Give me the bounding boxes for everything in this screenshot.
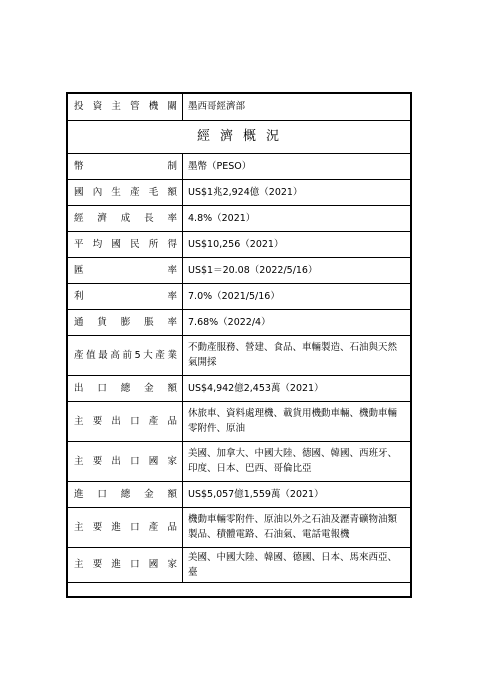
- row-label: [68, 283, 183, 309]
- label-text: 國內生產毛額: [74, 186, 177, 198]
- label-text: 投資主管機關: [74, 101, 177, 113]
- table-row: [68, 547, 410, 582]
- row-value: US$4,942億2,453萬（2021）: [183, 375, 411, 401]
- table-row: [68, 153, 410, 179]
- row-value: 墨西哥經濟部: [183, 94, 411, 120]
- row-label: [68, 335, 183, 375]
- label-text: 主要出口產品: [74, 415, 177, 427]
- label-text: 平均國民所得: [74, 238, 177, 250]
- row-value: 美國、加拿大、中國大陸、德國、韓國、西班牙、印度、日本、巴西、哥倫比亞: [183, 441, 411, 481]
- table-row: [68, 257, 410, 283]
- row-value: 美國、中國大陸、韓國、德國、日本、馬來西亞、臺: [183, 547, 411, 582]
- row-label: [68, 153, 183, 179]
- table-row: [68, 401, 410, 441]
- row-label: [68, 231, 183, 257]
- label-text: 主要出口國家: [74, 455, 177, 467]
- table-row: [68, 375, 410, 401]
- table-row: [68, 231, 410, 257]
- table-row: [68, 309, 410, 335]
- table-row: [68, 481, 410, 507]
- table-row: [68, 179, 410, 205]
- label-text: 匯率: [74, 264, 177, 276]
- row-value: 機動車輛零附件、原油以外之石油及瀝青礦物油類製品、積體電路、石油氣、電話電報機: [183, 507, 411, 547]
- table-row-authority: [68, 94, 410, 120]
- table-row: [68, 441, 410, 481]
- label-text: 主要進口國家: [74, 559, 177, 570]
- label-text: 出口總金額: [74, 382, 177, 394]
- row-label: [68, 481, 183, 507]
- row-label: [68, 257, 183, 283]
- row-label: [68, 401, 183, 441]
- label-text: 通貨膨脹率: [74, 316, 177, 328]
- row-label: [68, 309, 183, 335]
- label-text: 經濟成長率: [74, 212, 177, 224]
- investment-info-table: [66, 92, 412, 598]
- row-value: 7.0%（2021/5/16）: [183, 283, 411, 309]
- section-title-row: [68, 120, 410, 153]
- row-value: 不動產服務、營建、食品、車輛製造、石油與天然氣開採: [183, 335, 411, 375]
- row-value: US$5,057億1,559萬（2021）: [183, 481, 411, 507]
- table-row: [68, 507, 410, 547]
- row-value: US$1＝20.08（2022/5/16）: [183, 257, 411, 283]
- row-label: [68, 375, 183, 401]
- section-title: 經濟概況: [68, 120, 410, 153]
- table-row: [68, 205, 410, 231]
- label-text: 幣制: [74, 160, 177, 172]
- row-label: [68, 179, 183, 205]
- table-row: [68, 335, 410, 375]
- label-text: 進口總金額: [74, 488, 177, 500]
- row-value: US$1兆2,924億（2021）: [183, 179, 411, 205]
- info-table: [68, 94, 410, 583]
- row-label: [68, 507, 183, 547]
- row-label: [68, 547, 183, 582]
- row-value: 7.68%（2022/4）: [183, 309, 411, 335]
- row-value: US$10,256（2021）: [183, 231, 411, 257]
- row-label: [68, 441, 183, 481]
- row-label: [68, 205, 183, 231]
- label-text: 主要進口產品: [74, 521, 177, 533]
- row-label: [68, 94, 183, 120]
- row-value: 休旅車、資料處理機、載貨用機動車輛、機動車輛零附件、原油: [183, 401, 411, 441]
- label-text: 利率: [74, 290, 177, 302]
- row-value: 墨幣（PESO）: [183, 153, 411, 179]
- label-text: 產值最高前5大產業: [74, 349, 177, 361]
- table-row: [68, 283, 410, 309]
- row-value: 4.8%（2021）: [183, 205, 411, 231]
